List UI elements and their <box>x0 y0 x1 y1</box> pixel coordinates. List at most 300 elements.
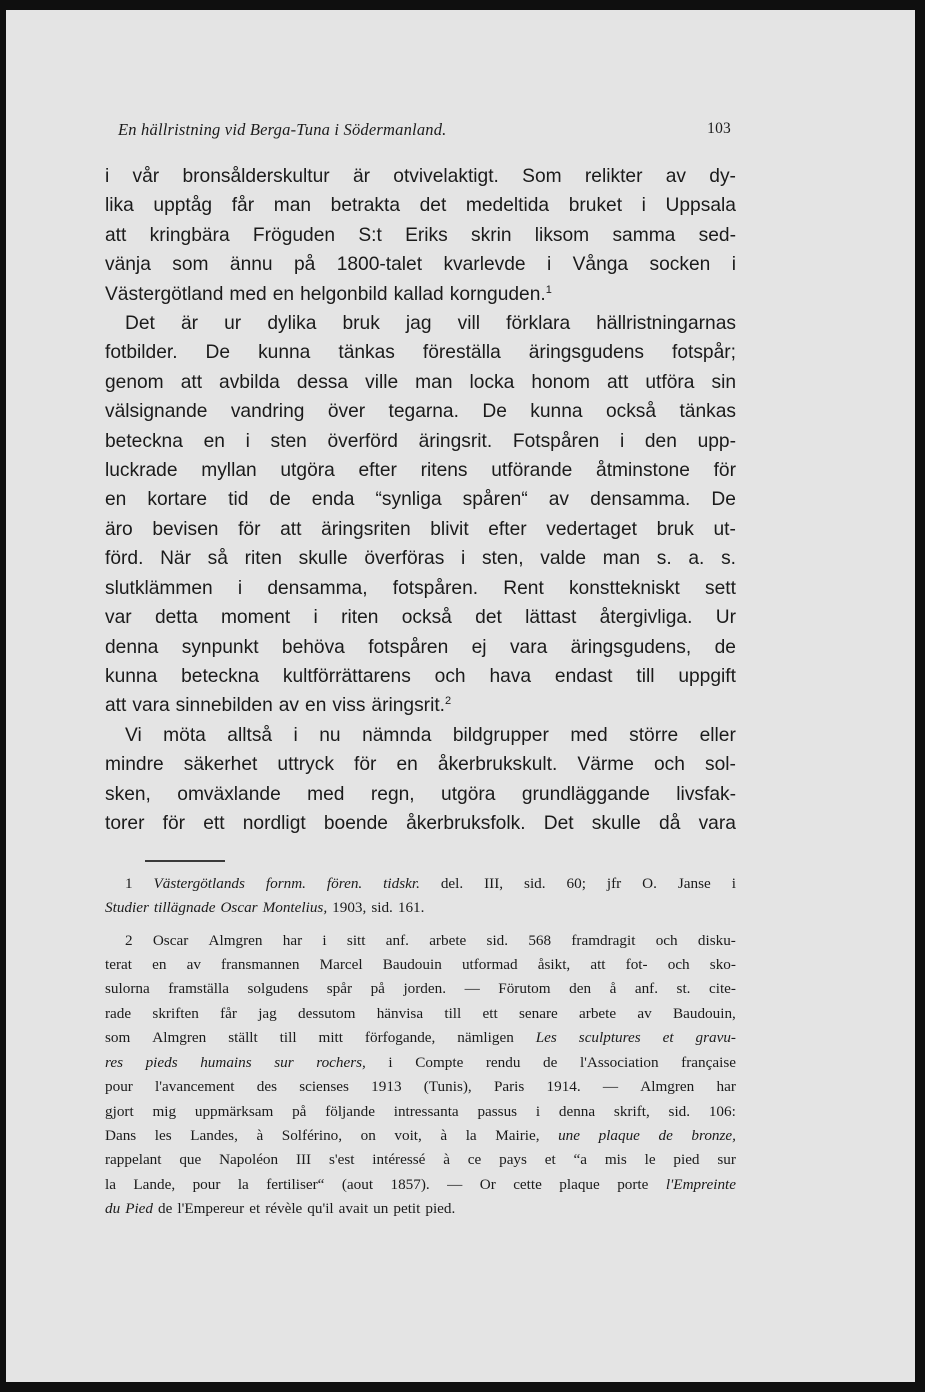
word: ännu <box>229 254 273 276</box>
word: porte <box>617 1175 649 1193</box>
word: ställt <box>228 1029 258 1047</box>
word: pour <box>192 1175 221 1193</box>
word: (aout <box>341 1175 374 1193</box>
word: att <box>590 956 606 974</box>
word: locka <box>469 371 515 393</box>
footnote-marker: 1 <box>545 283 552 296</box>
word: och <box>655 931 678 949</box>
word: l'Empreinte <box>665 1175 736 1193</box>
word: skrin <box>471 224 512 246</box>
word: valde <box>540 548 587 570</box>
word: och <box>654 754 685 776</box>
word: cite- <box>709 980 736 998</box>
word: som <box>105 1029 131 1047</box>
word: Montelius, <box>262 899 328 917</box>
word: ur <box>224 313 242 335</box>
word: solgudens <box>247 980 309 998</box>
word: de <box>158 1200 173 1218</box>
footnote-rule <box>145 860 225 862</box>
word: livsfak- <box>676 783 736 805</box>
word: sken, <box>105 783 151 805</box>
word: De <box>482 401 507 423</box>
word: fotspåren <box>368 636 449 658</box>
word: betrakta <box>330 195 400 217</box>
word: slutklämmen <box>105 577 213 599</box>
word: à <box>440 1126 448 1144</box>
word: rade <box>105 1004 132 1022</box>
word: jorden. <box>403 980 447 998</box>
word: ut- <box>713 518 736 540</box>
word: alltså <box>227 724 273 746</box>
text-line <box>105 633 736 662</box>
word: kultförrättarens <box>282 665 411 687</box>
word: av <box>637 1004 652 1022</box>
word: pour <box>105 1078 133 1096</box>
word: blivit <box>430 518 469 540</box>
word: fot- <box>625 956 648 974</box>
text-line <box>105 397 736 426</box>
text-line <box>105 780 736 809</box>
word: res <box>105 1053 123 1071</box>
word: en <box>272 283 295 305</box>
word: petit <box>393 1200 421 1218</box>
footnote-1 <box>105 872 736 921</box>
word: för <box>354 754 377 776</box>
word: Landes, <box>190 1126 238 1144</box>
word: framställa <box>168 980 229 998</box>
word: l'Empereur <box>177 1200 245 1218</box>
word: otvivelaktigt. <box>393 166 499 187</box>
word: — <box>602 1078 619 1096</box>
word: kunna <box>105 665 158 687</box>
word: i <box>245 430 250 452</box>
word: Pied <box>125 1200 154 1218</box>
word: passus <box>477 1102 518 1120</box>
word: ett <box>482 1004 498 1022</box>
word: sinnebilden <box>175 695 273 717</box>
footnote-line <box>105 929 736 953</box>
word: i <box>461 548 466 570</box>
word: qu'il <box>307 1200 334 1218</box>
word: rochers, <box>316 1053 366 1071</box>
word: Rent <box>503 577 544 599</box>
word: till <box>444 1004 462 1022</box>
word: utföra <box>645 371 695 393</box>
word: Det <box>543 812 574 834</box>
word: tidskr. <box>383 874 420 892</box>
word: sid. <box>668 1102 691 1120</box>
word: hava <box>489 665 532 687</box>
word: i <box>237 577 243 599</box>
word: utgöra <box>441 783 496 805</box>
word: sitt <box>346 931 366 949</box>
text-line <box>105 721 736 750</box>
word: en <box>152 956 167 974</box>
word: regn, <box>370 783 415 805</box>
word: är <box>352 166 371 187</box>
word: del. <box>440 874 464 892</box>
word: 1 <box>125 874 133 892</box>
footnote-line <box>105 1002 736 1026</box>
word: moment <box>220 607 291 629</box>
word: äringsriten <box>321 518 411 540</box>
word: en <box>105 489 127 511</box>
word: mig <box>152 1102 177 1120</box>
word: Ur <box>715 607 736 629</box>
word: Dans <box>105 1126 137 1144</box>
word: anf. <box>634 980 659 998</box>
running-head <box>105 120 736 146</box>
word: uppgift <box>678 665 736 687</box>
word: mitt <box>318 1029 343 1047</box>
footnote-line <box>105 1075 736 1099</box>
word: Det <box>125 313 155 335</box>
text-line <box>105 162 736 191</box>
word: äringsgudens <box>528 342 644 364</box>
word: du <box>105 1200 121 1218</box>
word: plaque <box>559 1175 600 1193</box>
word: upptåg <box>153 195 213 217</box>
text-line <box>105 427 736 456</box>
word: i <box>293 724 298 746</box>
text-line <box>105 191 736 220</box>
word: et <box>544 1151 556 1169</box>
word: rappelant <box>105 1151 162 1169</box>
word: Fotspåren <box>512 430 600 452</box>
word: eller <box>699 724 736 746</box>
word: Solférino, <box>281 1126 343 1144</box>
word: sid. <box>486 931 509 949</box>
text-line <box>105 662 736 691</box>
word: Compte <box>415 1053 464 1071</box>
word: 568 <box>528 931 552 949</box>
word: framdragit <box>571 931 636 949</box>
word: intéressé <box>372 1151 426 1169</box>
word: jfr <box>606 874 622 892</box>
word: att <box>105 695 127 717</box>
word: säkerhet <box>183 754 258 776</box>
footnote-line <box>105 872 736 896</box>
word: densamma. <box>590 489 691 511</box>
word: behöva <box>281 636 345 658</box>
word: på <box>292 1102 307 1120</box>
word: att <box>280 518 302 540</box>
word: helgonbild <box>300 283 388 305</box>
word: scienses <box>299 1078 349 1096</box>
word: att <box>607 371 629 393</box>
word: la <box>237 1175 249 1193</box>
word: förfogande, <box>364 1029 436 1047</box>
word: à <box>443 1151 450 1169</box>
word: sett <box>705 577 736 599</box>
word: bruk <box>656 518 694 540</box>
word: har <box>282 931 303 949</box>
word: Västergötland <box>105 283 224 305</box>
word: lika <box>105 195 134 217</box>
word: för <box>162 812 186 834</box>
word: socken <box>649 254 711 276</box>
word: à <box>256 1126 264 1144</box>
word: kortare <box>147 489 208 511</box>
word: plaque <box>598 1126 640 1144</box>
word: s. <box>721 548 736 570</box>
word: 1857). <box>390 1175 430 1193</box>
word: torer <box>105 812 145 834</box>
word: också <box>401 607 452 629</box>
word: på <box>370 980 385 998</box>
word: synpunkt <box>181 636 259 658</box>
footnote-line <box>105 896 736 920</box>
word: (Tunis), <box>423 1078 472 1096</box>
word: — <box>464 980 480 998</box>
word: vara <box>509 636 548 658</box>
word: kornguden.$^1$ <box>449 283 552 305</box>
word: detta <box>154 607 198 629</box>
word: När <box>160 548 191 570</box>
word: beteckna <box>181 665 259 687</box>
word: den <box>569 980 592 998</box>
word: av <box>665 166 687 187</box>
footnote-line <box>105 977 736 1001</box>
word: a. <box>688 548 705 570</box>
word: O. <box>642 874 657 892</box>
word: senare <box>518 1004 558 1022</box>
text-line <box>105 250 736 279</box>
word: Or <box>479 1175 496 1193</box>
word: för <box>238 518 261 540</box>
word: kringbära <box>149 224 230 246</box>
word: i <box>322 931 327 949</box>
word: les <box>154 1126 172 1144</box>
word: Studier <box>105 899 149 917</box>
word: utgöra <box>280 460 335 482</box>
word: det <box>419 195 447 217</box>
word: med <box>570 724 608 746</box>
word: Janse <box>677 874 711 892</box>
word: disku- <box>697 931 736 949</box>
word: Vi <box>125 724 142 746</box>
word: De <box>711 489 736 511</box>
word: de <box>269 489 291 511</box>
word: fotspår; <box>671 342 736 364</box>
word: tänkas <box>679 401 736 423</box>
word: sol- <box>705 754 736 776</box>
word: i <box>641 195 646 217</box>
word: s'est <box>328 1151 355 1169</box>
word: voit, <box>394 1126 422 1144</box>
text-line <box>105 309 736 338</box>
word: omväxlande <box>177 783 281 805</box>
text-line <box>105 221 736 250</box>
word: ce <box>467 1151 482 1169</box>
word: sulorna <box>105 980 150 998</box>
word: sten, <box>481 548 524 570</box>
word: föreställa <box>422 342 501 364</box>
word: ej <box>471 636 487 658</box>
word: 1913 <box>371 1078 402 1096</box>
word: lättast <box>525 607 577 629</box>
text-line <box>105 515 736 544</box>
word: on <box>360 1126 376 1144</box>
word: vandring <box>230 401 305 423</box>
footnote-gap <box>105 921 736 929</box>
word: Fröguden <box>252 224 336 246</box>
word: mindre <box>105 754 164 776</box>
text-line <box>105 544 736 573</box>
word: s. <box>656 548 672 570</box>
word: beteckna <box>105 430 183 452</box>
scanned-page-frame <box>6 10 915 1382</box>
word: anf. <box>385 931 409 949</box>
word: man <box>415 371 453 393</box>
word: en <box>305 695 327 717</box>
body-text <box>105 162 736 838</box>
word: que <box>179 1151 202 1169</box>
word: äringsgudens, <box>570 636 692 658</box>
text-line <box>105 809 736 838</box>
word: Almgren <box>640 1078 695 1096</box>
word: vara <box>698 812 736 834</box>
word: jag <box>258 1004 277 1022</box>
word: Västergötlands <box>153 874 245 892</box>
word: ett <box>203 812 225 834</box>
word: Almgren <box>208 931 263 949</box>
word: till <box>279 1029 297 1047</box>
word: 2 <box>125 931 133 949</box>
word: pays <box>499 1151 527 1169</box>
word: liksom <box>534 224 590 246</box>
word: Lande, <box>133 1175 176 1193</box>
word: upp- <box>697 430 736 452</box>
word: 161. <box>397 899 425 917</box>
word: spår <box>326 980 353 998</box>
word: åkerbrukskult. <box>437 754 558 776</box>
word: av <box>278 695 300 717</box>
word: Värme <box>577 754 634 776</box>
word: en <box>396 754 418 776</box>
word: fören. <box>326 874 363 892</box>
word: Baudouin, <box>673 1004 736 1022</box>
word: Baudouin <box>382 956 442 974</box>
word: skulle <box>298 548 348 570</box>
word: i <box>105 166 110 187</box>
word: sin <box>711 371 736 393</box>
text-line <box>105 456 736 485</box>
word: Oscar <box>220 899 258 917</box>
footnote-line <box>105 1124 736 1148</box>
word: “a <box>573 1151 588 1169</box>
word: l'avancement <box>155 1078 235 1096</box>
text-line <box>105 485 736 514</box>
word: densamma, <box>267 577 368 599</box>
word: nordligt <box>242 812 306 834</box>
word: för <box>713 460 736 482</box>
word: uppmärksam <box>194 1102 274 1120</box>
word: tillägnade <box>153 899 216 917</box>
word: le <box>644 1151 656 1169</box>
word: myllan <box>201 460 257 482</box>
footnote-line <box>105 1173 736 1197</box>
word: honom <box>531 371 590 393</box>
word: hänvisa <box>376 1004 424 1022</box>
word: efter <box>358 460 397 482</box>
word: då <box>659 812 681 834</box>
word: ritens <box>420 460 468 482</box>
text-line <box>105 338 736 367</box>
word: sculptures <box>578 1029 641 1047</box>
word: nämnda <box>362 724 432 746</box>
word: äro <box>105 518 133 540</box>
text-line <box>105 691 736 720</box>
word: cette <box>513 1175 542 1193</box>
word: fransmannen <box>221 956 300 974</box>
word: att <box>105 224 127 246</box>
word: des <box>256 1078 277 1096</box>
word: denna <box>105 636 159 658</box>
word: var <box>105 607 132 629</box>
word: skriften <box>152 1004 199 1022</box>
word: III, <box>484 874 504 892</box>
word: vedertaget <box>546 518 637 540</box>
word: äringsrit. <box>418 430 493 452</box>
footnote-line <box>105 953 736 977</box>
word: 60; <box>566 874 586 892</box>
word: révèle <box>265 1200 303 1218</box>
word: och <box>434 665 466 687</box>
word: vänja <box>105 254 151 276</box>
word: nu <box>319 724 341 746</box>
word: med <box>307 783 345 805</box>
word: et <box>249 1200 261 1218</box>
word: genom <box>105 371 164 393</box>
text-line <box>105 574 736 603</box>
word: dessa <box>296 371 349 393</box>
word: utförande <box>491 460 573 482</box>
word: la <box>105 1175 116 1193</box>
word: bruket <box>568 195 623 217</box>
word: skulle <box>591 812 641 834</box>
word: samma <box>612 224 676 246</box>
word: bruk <box>342 313 380 335</box>
word: spåren“ <box>462 489 528 511</box>
word: i <box>388 1053 393 1071</box>
word: i <box>731 874 736 892</box>
word: en <box>203 430 225 452</box>
word: på <box>293 254 316 276</box>
word: dylika <box>267 313 317 335</box>
word: III <box>295 1151 312 1169</box>
word: hällristningarnas <box>596 313 736 335</box>
word: 106: <box>708 1102 736 1120</box>
word: Les <box>535 1029 557 1047</box>
word: vill <box>457 313 481 335</box>
footnote-marker: 2 <box>445 695 452 708</box>
word: boende <box>323 812 388 834</box>
word: har <box>716 1078 736 1096</box>
word: också <box>605 401 657 423</box>
word: l'Association <box>579 1053 659 1071</box>
word: fotbilder. <box>105 342 178 364</box>
word: la <box>465 1126 477 1144</box>
word: denna <box>558 1102 596 1120</box>
word: sed- <box>698 224 736 246</box>
word: arbete <box>429 931 467 949</box>
word: avait <box>338 1200 369 1218</box>
word: sur <box>274 1053 294 1071</box>
word: 1800-talet <box>336 254 423 276</box>
word: är <box>180 313 199 335</box>
word: 1903, <box>332 899 367 917</box>
